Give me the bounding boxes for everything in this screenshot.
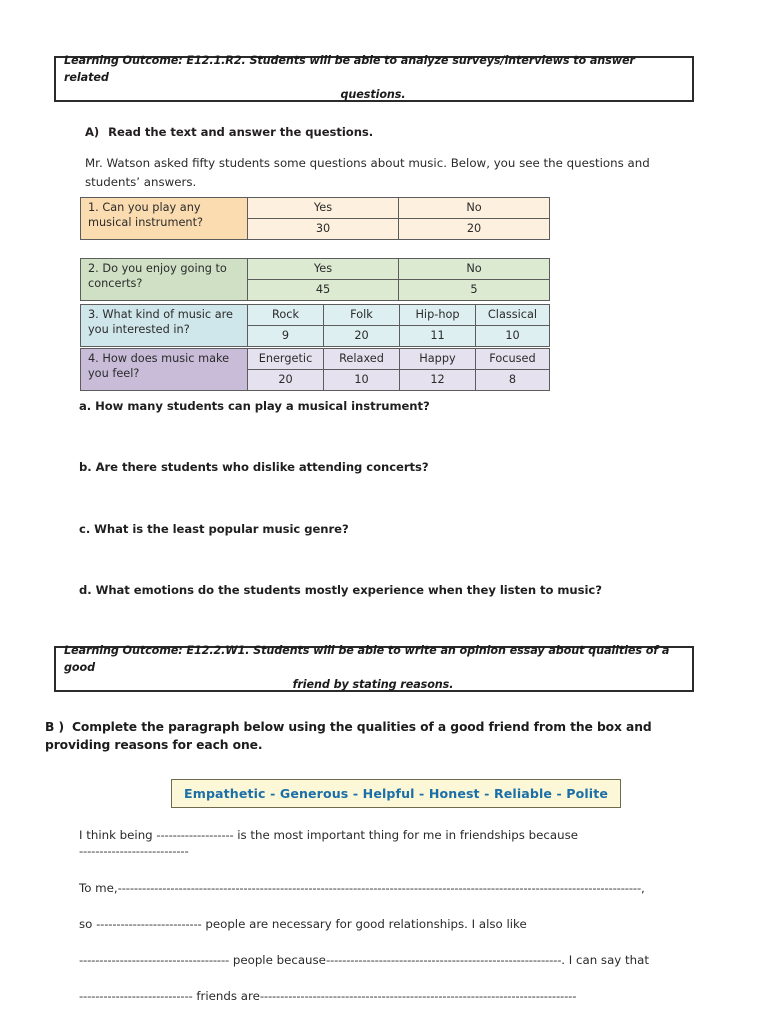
survey-question-cell-2 [81,259,248,301]
survey-value-cell: 11 [400,326,476,347]
table-row [81,349,550,370]
blank-field[interactable]: ---------------------------- [79,989,193,1004]
learning-outcome-line-1: Learning Outcome: E12.1.R2. Students will be able to analyze surveys/interviews to answer related [64,54,635,85]
intro-paragraph: Mr. Watson asked fifty students some questions about music. Below, you see the questions and students’ answers. [85,156,650,190]
section-b-letter: B ) [45,720,64,734]
survey-header-cell: Happy [400,349,476,370]
survey-value-cell: 20 [248,370,324,391]
table-row [81,259,550,280]
blank-field[interactable]: -------------------------- [96,916,202,931]
question-number: 4. [88,352,99,365]
survey-header-cell: No [399,198,550,219]
blank-field[interactable]: ------------------- [156,828,234,842]
comprehension-question-c: c. What is the least popular music genre? [79,522,349,536]
learning-outcome-text-2 [56,640,692,697]
question-text: Do you enjoy going to concerts? [88,262,227,291]
question-number: 2. [88,262,99,275]
blank-field[interactable]: --------------------------- [79,844,189,859]
fill-text: is the most important thing for me in friendships because [237,828,578,842]
fill-text: people are necessary for good relationships. I also like [205,916,527,931]
fill-text: . I can say that [561,953,649,968]
survey-table-2 [80,258,550,301]
survey-value-cell: 10 [476,326,550,347]
comprehension-question-a: a. How many students can play a musical instrument? [79,399,430,413]
fill-text: so [79,916,93,931]
learning-outcome-box-1 [54,56,694,102]
survey-header-cell: Relaxed [324,349,400,370]
survey-value-cell: 10 [324,370,400,391]
word-bank-box [171,779,621,808]
survey-question-cell-1 [81,198,248,240]
fill-line-4 [79,915,701,933]
survey-value-cell: 12 [400,370,476,391]
survey-header-cell: Yes [248,259,399,280]
fill-line-3 [79,879,701,897]
survey-question-cell-4 [81,349,248,391]
survey-value-cell: 20 [324,326,400,347]
word-bank-text: Empathetic - Generous - Helpful - Honest - Reliable - Polite [184,786,608,801]
fill-text: I think being [79,828,153,842]
section-a-heading-text: Read the text and answer the questions. [108,125,374,139]
fill-line-6 [79,987,701,1005]
learning-outcome-box-2 [54,646,694,692]
learning-outcome-line-2: friend by stating reasons. [292,677,454,691]
fill-text: friends are [196,989,260,1004]
comprehension-question-d: d. What emotions do the students mostly experience when they listen to music? [79,583,602,597]
survey-value-cell: 45 [248,280,399,301]
fill-text: To me, [79,880,118,895]
survey-table-3 [80,304,550,347]
survey-header-cell: Folk [324,305,400,326]
fill-line-5 [79,951,701,969]
survey-header-cell: No [399,259,550,280]
fill-text: people because [232,953,326,968]
blank-field[interactable]: ------------------------------------------------------------------------------ [259,989,577,1004]
question-text: Can you play any musical instrument? [88,201,204,230]
survey-header-cell: Hip-hop [400,305,476,326]
learning-outcome-line-2: questions. [340,87,406,101]
blank-field[interactable]: ------------------------------------- [79,953,230,968]
survey-header-cell: Focused [476,349,550,370]
question-text: What kind of music are you interested in? [88,308,233,337]
blank-field[interactable]: --------------------------------------------------------------------------------------------------------------------------------- [117,880,641,895]
survey-table-1 [80,197,550,240]
question-number: 1. [88,201,99,214]
section-b-heading [45,718,695,755]
survey-question-cell-3 [81,305,248,347]
section-b-heading-text: Complete the paragraph below using the qualities of a good friend from the box and providing reasons for each one. [45,720,652,753]
survey-value-cell: 9 [248,326,324,347]
survey-value-cell: 5 [399,280,550,301]
fill-text: , [641,880,645,895]
survey-table-4 [80,348,550,391]
survey-header-cell: Rock [248,305,324,326]
section-a-heading [85,125,373,139]
section-a-letter: A) [85,125,100,139]
question-number: 3. [88,308,99,321]
survey-header-cell: Yes [248,198,399,219]
learning-outcome-line-1: Learning Outcome: E12.2.W1. Students will be able to write an opinion essay about qualities of a good [64,644,670,675]
fill-line-2 [79,842,701,860]
blank-field[interactable]: ---------------------------------------------------------- [325,953,562,968]
survey-header-cell: Energetic [248,349,324,370]
question-text: How does music make you feel? [88,352,230,381]
table-row [81,305,550,326]
comprehension-question-b: b. Are there students who dislike attending concerts? [79,460,429,474]
learning-outcome-text-1 [56,50,692,107]
survey-header-cell: Classical [476,305,550,326]
fill-in-paragraph [79,826,701,1006]
survey-value-cell: 30 [248,219,399,240]
survey-value-cell: 8 [476,370,550,391]
survey-value-cell: 20 [399,219,550,240]
table-row [81,198,550,219]
